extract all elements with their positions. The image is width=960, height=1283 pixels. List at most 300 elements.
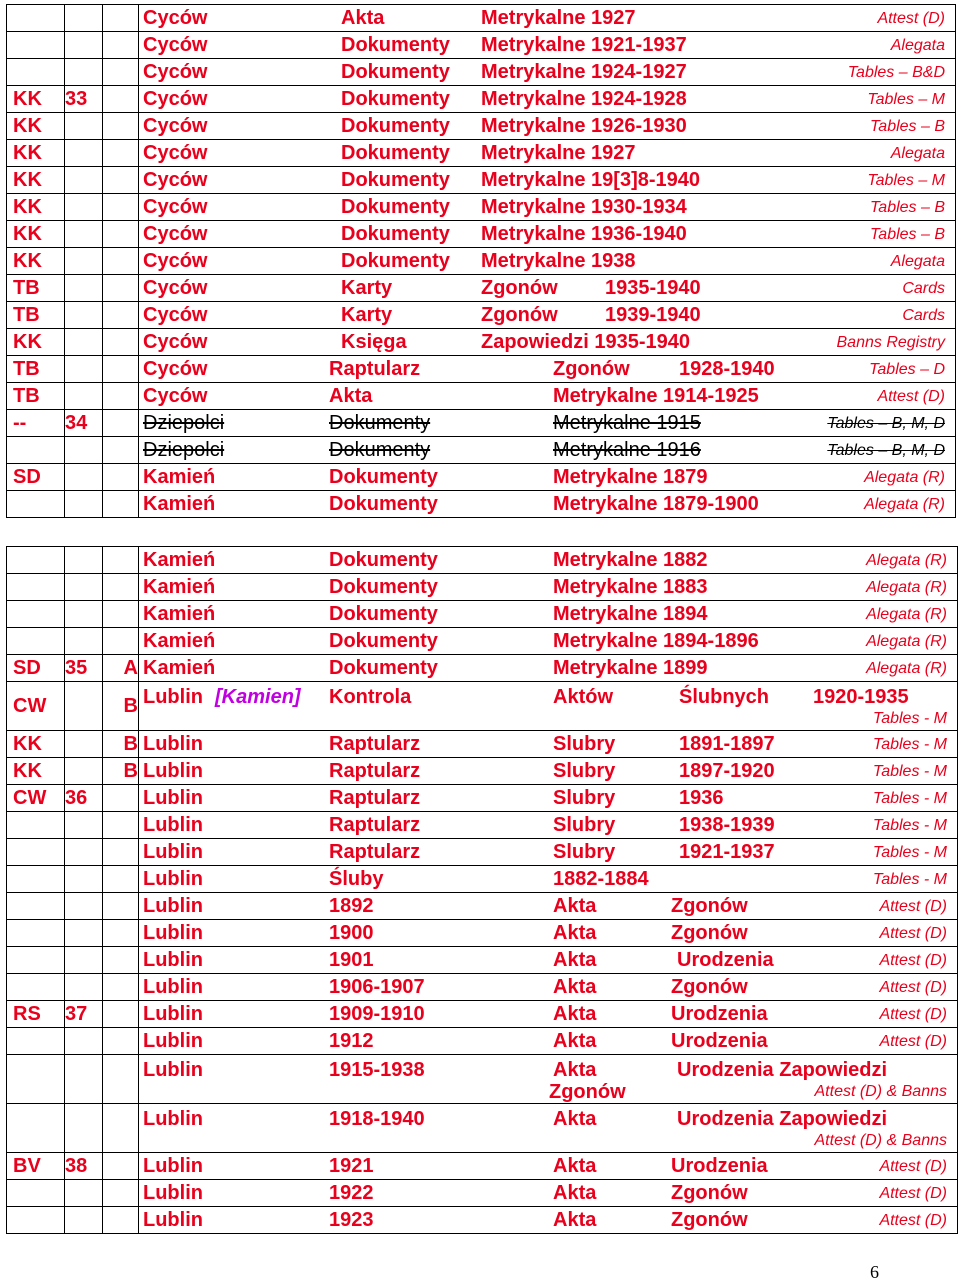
record-kind: Metrykalne 1883 <box>553 576 708 598</box>
record-cell <box>139 275 956 302</box>
parish-name: Cyców <box>143 34 208 56</box>
record-type: Akta <box>341 7 385 29</box>
table-row <box>7 140 956 167</box>
parish-name: Lublin <box>143 1182 203 1204</box>
table-row <box>7 920 958 947</box>
entry-number <box>65 464 103 491</box>
record-years: Urodzenia Zapowiedzi <box>677 1108 888 1130</box>
parish-name: Lublin <box>143 814 203 836</box>
parish-name: Cyców <box>143 88 208 110</box>
source-note: Banns Registry <box>836 334 945 351</box>
record-cell <box>139 59 956 86</box>
archive-code <box>7 628 65 655</box>
parish-name: Lublin <box>143 686 203 708</box>
record-type: Raptularz <box>329 787 421 809</box>
entry-number <box>65 1028 103 1055</box>
parish-name: Cyców <box>143 385 208 407</box>
record-cell <box>139 410 956 437</box>
table-row <box>7 1104 958 1153</box>
parish-name: Dziepolci <box>143 412 225 434</box>
entry-sub <box>103 275 139 302</box>
entry-number: 33 <box>65 86 103 113</box>
parish-name: Lublin <box>143 868 203 890</box>
record-type: Dokumenty <box>329 493 438 515</box>
source-note: Tables – M <box>867 91 945 108</box>
parish-name: Lublin <box>143 1059 203 1081</box>
entry-number <box>65 356 103 383</box>
table-row <box>7 167 956 194</box>
table-row <box>7 655 958 682</box>
source-note: Alegata <box>890 145 945 162</box>
entry-number: 36 <box>65 785 103 812</box>
entry-sub <box>103 1207 139 1234</box>
archive-code: KK <box>7 167 65 194</box>
record-years: Zgonów <box>671 1182 748 1204</box>
entry-number <box>65 1180 103 1207</box>
parish-name: Cyców <box>143 7 208 29</box>
table-row <box>7 1153 958 1180</box>
source-note: Attest (D) <box>879 979 947 996</box>
record-type: 1922 <box>329 1182 374 1204</box>
record-years: 1891-1897 <box>679 733 775 755</box>
table-row <box>7 437 956 464</box>
parish-name: Lublin <box>143 949 203 971</box>
table-row <box>7 731 958 758</box>
record-kind: Zapowiedzi 1935-1940 <box>481 331 690 353</box>
record-kind: Metrykalne 1916 <box>553 439 701 461</box>
table-row <box>7 547 958 574</box>
record-cell <box>139 491 956 518</box>
record-cell <box>139 1028 958 1055</box>
archive-code <box>7 32 65 59</box>
parish-name: Cyców <box>143 61 208 83</box>
record-type: Akta <box>329 385 373 407</box>
record-type: Raptularz <box>329 358 421 380</box>
archive-code <box>7 866 65 893</box>
entry-number <box>65 812 103 839</box>
entry-number <box>65 140 103 167</box>
record-kind: Metrykalne 1915 <box>553 412 701 434</box>
source-note: Alegata (R) <box>864 469 945 486</box>
entry-sub <box>103 785 139 812</box>
source-note: Alegata (R) <box>866 579 947 596</box>
table-row <box>7 947 958 974</box>
entry-number <box>65 32 103 59</box>
record-cell <box>139 302 956 329</box>
archive-code <box>7 812 65 839</box>
table-row <box>7 113 956 140</box>
record-cell <box>139 437 956 464</box>
parish-name: Kamień <box>143 466 216 488</box>
parish-name: Lublin <box>143 976 203 998</box>
entry-number <box>65 682 103 731</box>
entry-sub: B <box>103 682 139 731</box>
archive-code: KK <box>7 113 65 140</box>
record-type: Dokumenty <box>329 439 431 461</box>
parish-name: Cyców <box>143 142 208 164</box>
entry-sub <box>103 491 139 518</box>
archive-code: TB <box>7 383 65 410</box>
entry-sub <box>103 32 139 59</box>
table-row <box>7 410 956 437</box>
record-type: 1912 <box>329 1030 374 1052</box>
entry-sub <box>103 628 139 655</box>
archive-code: KK <box>7 758 65 785</box>
entry-sub <box>103 1028 139 1055</box>
source-note: Cards <box>902 307 945 324</box>
parish-name: Cyców <box>143 250 208 272</box>
table-row <box>7 356 956 383</box>
source-note: Attest (D) & Banns <box>814 1132 947 1149</box>
record-type: 1906-1907 <box>329 976 425 998</box>
source-note: Alegata <box>890 253 945 270</box>
source-note: Attest (D) <box>877 388 945 405</box>
record-kind: Metrykalne 1926-1930 <box>481 115 687 137</box>
entry-sub <box>103 839 139 866</box>
record-kind: Metrykalne 1927 <box>481 142 636 164</box>
record-years: 1938-1939 <box>679 814 775 836</box>
record-cell <box>139 839 958 866</box>
table-row <box>7 221 956 248</box>
entry-number <box>65 437 103 464</box>
source-note: Alegata (R) <box>866 660 947 677</box>
entry-number <box>65 1207 103 1234</box>
record-years: Urodzenia <box>677 949 774 971</box>
source-note: Attest (D) <box>879 1006 947 1023</box>
record-cell <box>139 574 958 601</box>
record-kind: Metrykalne 1927 <box>481 7 636 29</box>
source-note: Attest (D) <box>879 925 947 942</box>
archive-code: CW <box>7 682 65 731</box>
record-type: Dokumenty <box>329 657 438 679</box>
source-note: Attest (D) <box>879 952 947 969</box>
table-row <box>7 601 958 628</box>
record-type: 1915-1938 <box>329 1059 425 1081</box>
record-type: Karty <box>341 304 393 326</box>
archive-code <box>7 1180 65 1207</box>
record-cell <box>139 1207 958 1234</box>
table-row <box>7 574 958 601</box>
record-extra: Zgonów <box>549 1081 626 1103</box>
record-type: Dokumenty <box>341 142 450 164</box>
parish-name: Cyców <box>143 277 208 299</box>
source-note: Attest (D) <box>879 898 947 915</box>
page-number: 6 <box>870 1262 879 1282</box>
entry-sub <box>103 410 139 437</box>
entry-number <box>65 866 103 893</box>
archive-code <box>7 59 65 86</box>
source-note: Attest (D) <box>879 1185 947 1202</box>
table-row <box>7 682 958 731</box>
record-kind: Metrykalne 1930-1934 <box>481 196 687 218</box>
archive-code: KK <box>7 221 65 248</box>
record-type: Raptularz <box>329 760 421 782</box>
record-type: Dokumenty <box>341 169 450 191</box>
source-note: Tables - M <box>872 710 947 727</box>
entry-number <box>65 248 103 275</box>
archive-code: KK <box>7 140 65 167</box>
parish-name: Cyców <box>143 223 208 245</box>
source-note: Tables – M <box>867 172 945 189</box>
source-note: Cards <box>902 280 945 297</box>
table-row <box>7 812 958 839</box>
archive-code <box>7 1028 65 1055</box>
entry-number <box>65 275 103 302</box>
entry-number: 34 <box>65 410 103 437</box>
record-kind: Slubry <box>553 841 616 863</box>
record-cell <box>139 167 956 194</box>
table-row <box>7 974 958 1001</box>
record-kind: Akta <box>553 922 597 944</box>
record-type: Dokumenty <box>329 630 438 652</box>
page-gap <box>956 517 958 547</box>
parish-name: Kamień <box>143 576 216 598</box>
parish-name: Lublin <box>143 1030 203 1052</box>
entry-number: 37 <box>65 1001 103 1028</box>
record-kind: Zgonów <box>553 358 630 380</box>
record-cell <box>139 655 958 682</box>
archive-code: SD <box>7 655 65 682</box>
source-note: Tables – B&D <box>847 64 945 81</box>
record-years: Urodzenia <box>671 1030 768 1052</box>
record-kind: Slubry <box>553 814 616 836</box>
record-type: Dokumenty <box>341 115 450 137</box>
table-row <box>7 464 956 491</box>
archive-code <box>7 5 65 32</box>
source-note: Attest (D) <box>879 1033 947 1050</box>
table-row <box>7 1001 958 1028</box>
entry-number <box>65 758 103 785</box>
record-kind: Metrykalne 1894-1896 <box>553 630 759 652</box>
record-cell <box>139 947 958 974</box>
entry-sub <box>103 248 139 275</box>
records-table-upper <box>6 4 956 518</box>
table-row <box>7 59 956 86</box>
entry-sub <box>103 1001 139 1028</box>
parish-name: Kamień <box>143 493 216 515</box>
archive-code: KK <box>7 329 65 356</box>
entry-sub: B <box>103 731 139 758</box>
source-note: Attest (D) <box>879 1158 947 1175</box>
source-note: Tables – D <box>869 361 945 378</box>
entry-sub <box>103 221 139 248</box>
record-kind: Slubry <box>553 733 616 755</box>
archive-code: TB <box>7 275 65 302</box>
source-note: Tables – B <box>869 226 945 243</box>
entry-sub <box>103 5 139 32</box>
record-type: Dokumenty <box>341 61 450 83</box>
table-row <box>7 1180 958 1207</box>
record-cell <box>139 356 956 383</box>
record-years: Zgonów <box>671 922 748 944</box>
record-years: Ślubnych <box>679 686 770 708</box>
entry-number <box>65 628 103 655</box>
record-kind: Metrykalne 1899 <box>553 657 708 679</box>
entry-sub <box>103 1153 139 1180</box>
record-kind: 1882-1884 <box>553 868 649 890</box>
record-kind: Akta <box>553 976 597 998</box>
parish-name: Lublin <box>143 1003 203 1025</box>
archive-code <box>7 1055 65 1104</box>
entry-sub <box>103 920 139 947</box>
entry-sub <box>103 574 139 601</box>
archive-code: -- <box>7 410 65 437</box>
record-kind: Akta <box>553 1030 597 1052</box>
archive-code: TB <box>7 302 65 329</box>
record-type: Śluby <box>329 868 384 890</box>
parish-alias: [Kamien] <box>215 686 301 708</box>
entry-number <box>65 1104 103 1153</box>
entry-number <box>65 491 103 518</box>
archive-code: RS <box>7 1001 65 1028</box>
source-note: Alegata <box>890 37 945 54</box>
table-row <box>7 275 956 302</box>
record-kind: Zgonów <box>481 304 558 326</box>
table-row <box>7 866 958 893</box>
entry-number <box>65 167 103 194</box>
table-row <box>7 1028 958 1055</box>
table-row <box>7 1055 958 1104</box>
record-kind: Metrykalne 1924-1928 <box>481 88 687 110</box>
parish-name: Cyców <box>143 115 208 137</box>
table-row <box>7 194 956 221</box>
table-row <box>7 86 956 113</box>
record-cell <box>139 731 958 758</box>
entry-number <box>65 383 103 410</box>
record-years: 1939-1940 <box>605 304 701 326</box>
parish-name: Cyców <box>143 304 208 326</box>
record-years: 1897-1920 <box>679 760 775 782</box>
entry-sub <box>103 947 139 974</box>
entry-sub <box>103 893 139 920</box>
record-type: 1892 <box>329 895 374 917</box>
entry-sub <box>103 1180 139 1207</box>
source-note: Alegata (R) <box>866 606 947 623</box>
records-table-lower <box>6 546 958 1234</box>
record-cell <box>139 758 958 785</box>
record-type: Dokumenty <box>329 412 431 434</box>
parish-name: Kamień <box>143 657 216 679</box>
table-row <box>7 329 956 356</box>
record-type: Dokumenty <box>341 88 450 110</box>
table-row <box>7 5 956 32</box>
parish-name: Lublin <box>143 922 203 944</box>
entry-number <box>65 731 103 758</box>
parish-name: Cyców <box>143 196 208 218</box>
parish-name: Kamień <box>143 603 216 625</box>
record-kind: Zgonów <box>481 277 558 299</box>
record-cell <box>139 1180 958 1207</box>
record-cell <box>139 1001 958 1028</box>
parish-name: Lublin <box>143 1108 203 1130</box>
record-type: Dokumenty <box>329 466 438 488</box>
entry-sub <box>103 356 139 383</box>
entry-sub <box>103 601 139 628</box>
record-kind: Metrykalne 1882 <box>553 549 708 571</box>
record-kind: Metrykalne 1914-1925 <box>553 385 759 407</box>
source-note: Alegata (R) <box>866 633 947 650</box>
entry-sub <box>103 974 139 1001</box>
record-kind: Akta <box>553 949 597 971</box>
record-years: Zgonów <box>671 1209 748 1231</box>
parish-name: Lublin <box>143 841 203 863</box>
source-note: Tables – B, M, D <box>827 442 945 459</box>
record-kind: Akta <box>553 1182 597 1204</box>
entry-sub <box>103 140 139 167</box>
record-type: Dokumenty <box>341 250 450 272</box>
source-note: Tables – B <box>869 199 945 216</box>
archive-code: CW <box>7 785 65 812</box>
entry-number <box>65 59 103 86</box>
entry-sub <box>103 167 139 194</box>
record-cell <box>139 920 958 947</box>
entry-sub <box>103 59 139 86</box>
parish-name: Dziepolci <box>143 439 225 461</box>
record-type: Karty <box>341 277 393 299</box>
archive-code <box>7 547 65 574</box>
archive-code: KK <box>7 194 65 221</box>
entry-number <box>65 5 103 32</box>
entry-number: 35 <box>65 655 103 682</box>
record-cell <box>139 248 956 275</box>
table-row <box>7 893 958 920</box>
record-type: 1918-1940 <box>329 1108 425 1130</box>
source-note: Tables - M <box>872 817 947 834</box>
source-note: Tables - M <box>872 763 947 780</box>
archive-code <box>7 947 65 974</box>
archive-code <box>7 839 65 866</box>
record-kind: Metrykalne 1879 <box>553 466 708 488</box>
record-cell <box>139 601 958 628</box>
archive-code: KK <box>7 86 65 113</box>
record-years: Zgonów <box>671 976 748 998</box>
table-row <box>7 383 956 410</box>
record-kind: Metrykalne 1938 <box>481 250 636 272</box>
table-row <box>7 32 956 59</box>
table-row <box>7 491 956 518</box>
record-kind: Akta <box>553 1003 597 1025</box>
record-type: Dokumenty <box>341 196 450 218</box>
entry-number <box>65 221 103 248</box>
record-cell <box>139 628 958 655</box>
entry-sub <box>103 194 139 221</box>
record-type: 1921 <box>329 1155 374 1177</box>
archive-code <box>7 1104 65 1153</box>
entry-number <box>65 1055 103 1104</box>
record-kind: Akta <box>553 1155 597 1177</box>
record-kind: Metrykalne 1921-1937 <box>481 34 687 56</box>
record-cell <box>139 866 958 893</box>
source-note: Tables - M <box>872 844 947 861</box>
archive-code: KK <box>7 248 65 275</box>
record-type: Księga <box>341 331 407 353</box>
record-cell <box>139 140 956 167</box>
source-note: Attest (D) & Banns <box>814 1083 947 1100</box>
entry-number <box>65 574 103 601</box>
record-type: 1901 <box>329 949 374 971</box>
record-cell <box>139 547 958 574</box>
entry-sub: B <box>103 758 139 785</box>
record-kind: Akta <box>553 1209 597 1231</box>
record-kind: Metrykalne 1936-1940 <box>481 223 687 245</box>
entry-sub <box>103 547 139 574</box>
archive-code: BV <box>7 1153 65 1180</box>
source-note: Tables - M <box>872 736 947 753</box>
parish-name: Lublin <box>143 787 203 809</box>
record-type: Dokumenty <box>329 549 438 571</box>
source-note: Attest (D) <box>877 10 945 27</box>
entry-sub <box>103 329 139 356</box>
